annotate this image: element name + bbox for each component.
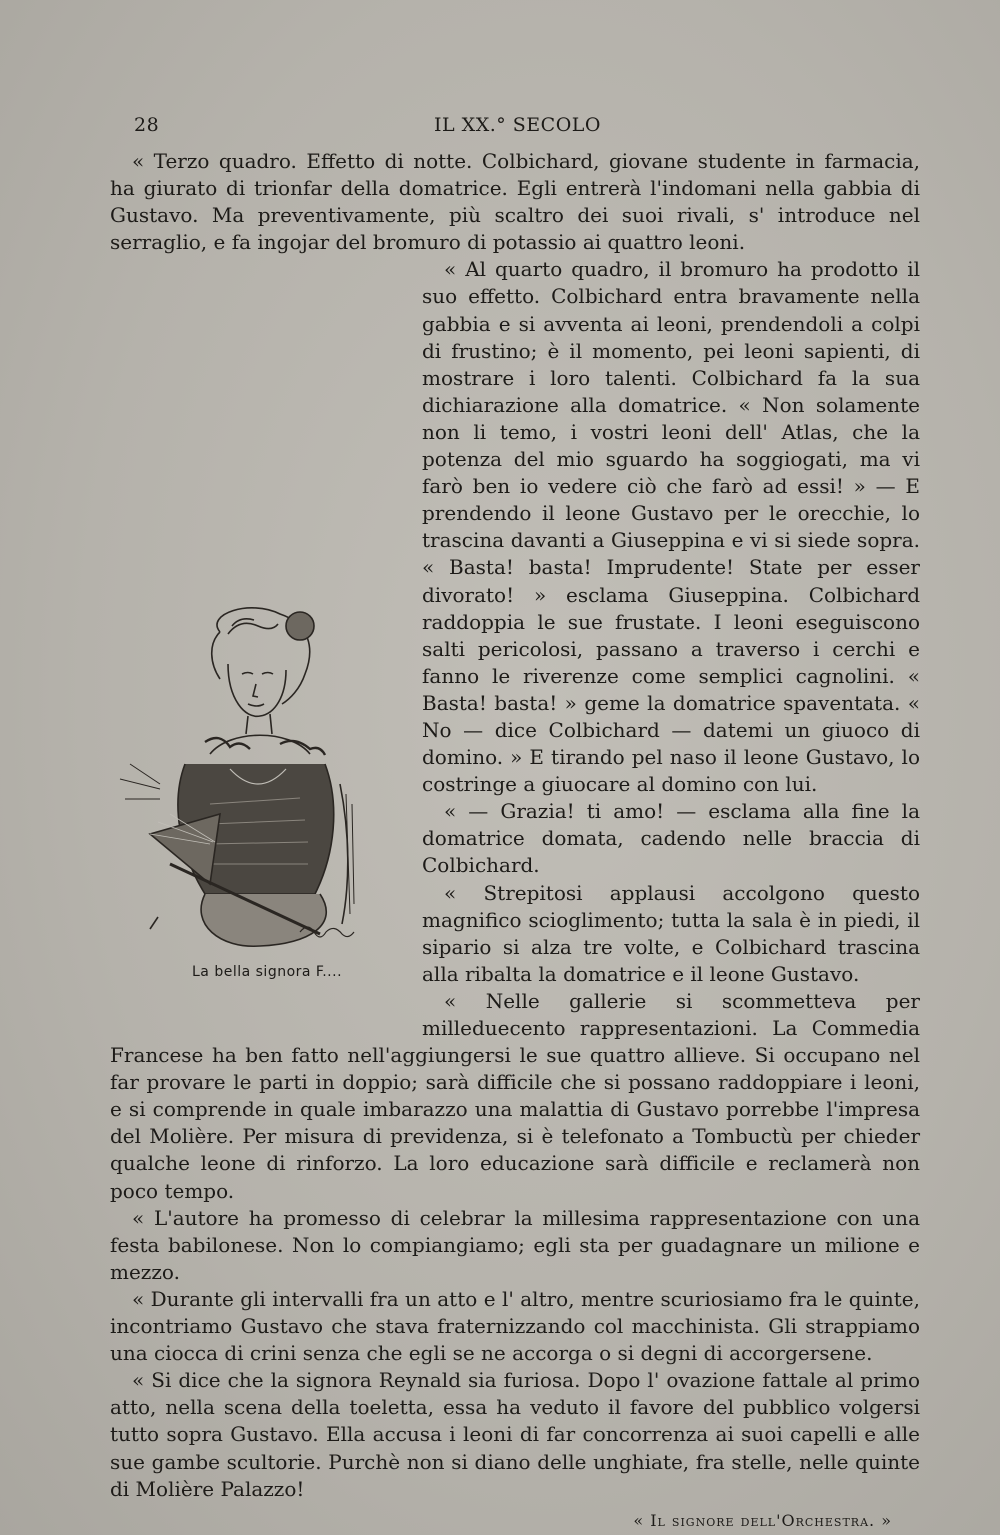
paragraph: « Durante gli intervalli fra un atto e l' altro, mentre scuriosiamo fra le quinte, incontriamo Gustavo che stava fraternizzando col macchinista. Gli strappiamo una ciocca di crini senza che egli se ne accorga o si degni di accorgersene. bbox=[110, 1286, 920, 1366]
paragraph: « Terzo quadro. Effetto di notte. Colbichard, giovane studente in farmacia, ha giurato di trionfar della domatrice. Egli entrerà l'indomani nella gabbia di Gustavo. Ma preventivamente, più scaltro dei suoi rivali, s' introduce nel serraglio, e fa ingojar del bromuro di potassio ai quattro leoni. bbox=[110, 149, 920, 255]
paragraph: « Strepitosi applausi accolgono questo magnifico scioglimento; tutta la sala è in piedi, il sipario si alza tre volte, e Colbichard trascina alla ribalta la domatrice e il leone Gustavo. bbox=[422, 880, 920, 986]
paragraph: « — Grazia! ti amo! — esclama alla fine la domatrice domata, cadendo nelle braccia di Colbichard. bbox=[422, 799, 920, 878]
paragraph: « Si dice che la signora Reynald sia furiosa. Dopo l' ovazione fattale al primo atto, nella scena della toeletta, essa ha veduto il favore del pubblico volgersi tutto sopra Gustavo. Ella accusa i leoni di far concorrenza ai suoi capelli e alle sue gambe scultorie. Purchè non si diano delle unghiate, fra stelle, nelle quinte di Molière Palazzo! bbox=[110, 1368, 920, 1501]
page-header bbox=[134, 114, 914, 144]
page-number: 28 bbox=[134, 114, 160, 136]
author-signature: « Il signore dell'Orchestra. » bbox=[633, 1510, 892, 1530]
paragraph: « L'autore ha promesso di celebrar la millesima rappresentazione con una festa babilonese. Non lo compiangiamo; egli sta per guadagnare un milione e mezzo. bbox=[110, 1205, 920, 1284]
portrait-illustration bbox=[110, 604, 408, 1040]
paragraph: « Nelle gallerie si scommetteva per milleduecento rappresentazioni. La Commedia Francese ha ben fatto nell'aggiungersi le sue quattro allieve. Si occupano nel far provare le parti in doppio; sarà difficile che si possano raddoppiare i leoni, e si comprende in quale imbarazzo una malattia di Gustavo porrebbe l'impresa del Molière. Per misura di previdenza, si è telefonato a Tombuctù per chieder qualche leone di rinforzo. La loro educazione sarà difficile e reclamerà non poco tempo. bbox=[110, 988, 920, 1203]
paragraph-text: « Al quarto quadro, il bromuro ha prodotto il suo effetto. Colbichard entra bravamente nella gabbia e si avventa ai leoni, prendendoli a colpi di frustino; è il momento, pei leoni sapienti, di mostrare i loro talenti. Colbichard fa la sua dichiarazione alla domatrice. « Non solamente non li temo, i vostri leoni dell' Atlas, che la potenza del mio sguardo ha soggiogati, ma vi farò ben io vedere ciò che farò ad essi! » — E prendendo il leone Gustavo per le orecchie, lo trascina davanti a Giuseppina e vi si siede sopra. « Basta! basta! Imprudente! State per esser divorato! » esclama Giuseppina. Colbichard raddoppia le sue frustate. I leoni eseguiscono salti pericolosi, passano a traverso i cerchi e fanno le riverenze come semplici cagnolini. « Basta! basta! » geme la domatrice spaventata. « No — dice Colbichard — datemi un giuoco di domino. » E tirando pel naso il leone Gustavo, lo costringe a giuocare al domino con lui. bbox=[422, 257, 920, 797]
running-head: IL XX.° SECOLO bbox=[434, 114, 601, 136]
illustration-caption: La bella signora F.... bbox=[192, 964, 343, 981]
article-body bbox=[110, 148, 920, 1534]
